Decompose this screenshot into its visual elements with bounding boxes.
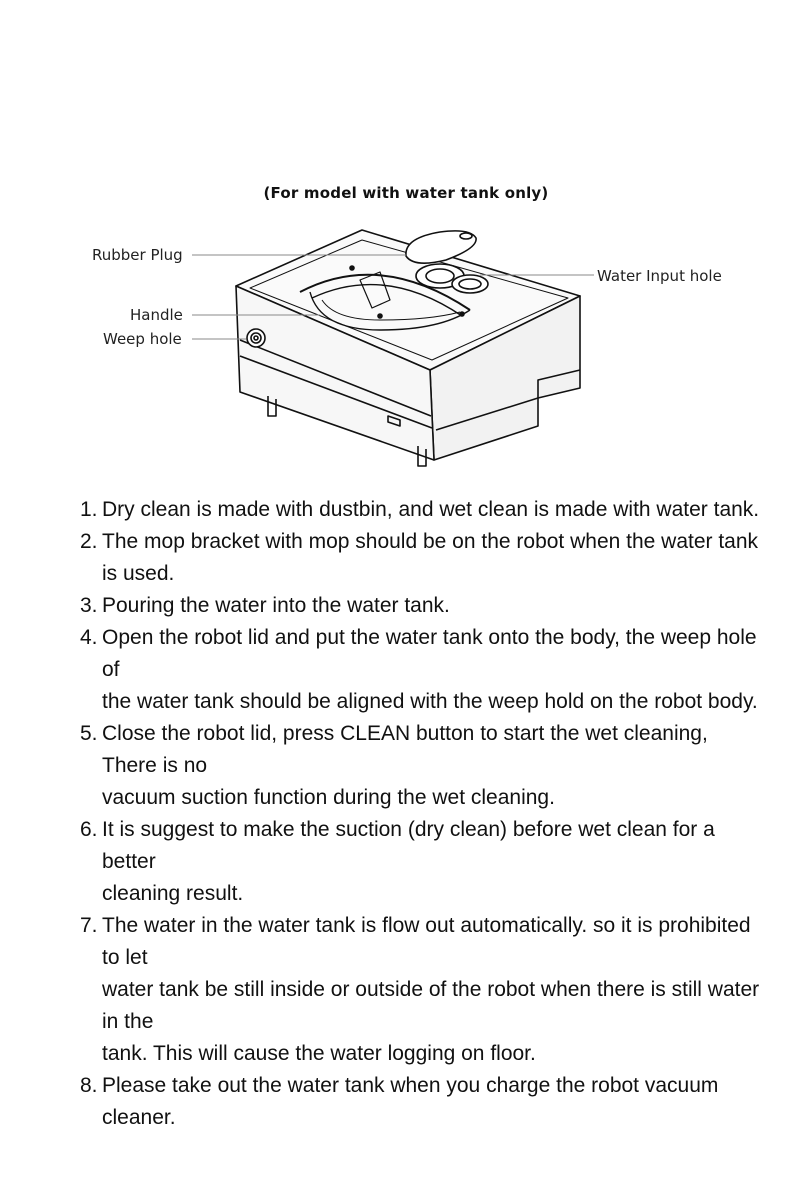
step-number: 4. bbox=[80, 626, 98, 649]
step-number: 7. bbox=[80, 914, 98, 937]
list-item bbox=[80, 1070, 760, 1134]
list-item bbox=[80, 494, 760, 526]
step-number: 1. bbox=[80, 498, 98, 521]
list-item bbox=[80, 590, 760, 622]
step-number: 3. bbox=[80, 594, 98, 617]
step-text: Open the robot lid and put the water tank onto the body, the weep hole of the water tank should be aligned with the weep hold on the robot body. bbox=[102, 626, 758, 713]
list-item bbox=[80, 622, 760, 718]
figure-caption: (For model with water tank only) bbox=[263, 184, 549, 202]
list-item bbox=[80, 526, 760, 590]
step-text: The water in the water tank is flow out automatically. so it is prohibited to let water tank be still inside or outside of the robot when there is still water in the tank. This will cause the water logging on floor. bbox=[102, 914, 760, 1065]
step-text: Dry clean is made with dustbin, and wet clean is made with water tank. bbox=[102, 498, 760, 521]
step-number: 6. bbox=[80, 818, 98, 841]
list-item bbox=[80, 718, 760, 814]
step-number: 8. bbox=[80, 1074, 98, 1097]
label-handle: Handle bbox=[130, 306, 183, 324]
label-weep-hole: Weep hole bbox=[103, 330, 182, 348]
list-item bbox=[80, 814, 760, 910]
step-text: The mop bracket with mop should be on the robot when the water tank is used. bbox=[102, 530, 759, 585]
step-text: It is suggest to make the suction (dry clean) before wet clean for a better cleaning result. bbox=[102, 818, 715, 905]
water-tank-diagram bbox=[0, 220, 812, 480]
list-item bbox=[80, 910, 760, 1070]
step-text: Please take out the water tank when you charge the robot vacuum cleaner. bbox=[102, 1074, 719, 1129]
instruction-list bbox=[80, 494, 760, 1134]
step-text: Pouring the water into the water tank. bbox=[102, 594, 450, 617]
step-text: Close the robot lid, press CLEAN button to start the wet cleaning, There is no vacuum suction function during the wet cleaning. bbox=[102, 722, 708, 809]
step-number: 5. bbox=[80, 722, 98, 745]
label-rubber-plug: Rubber Plug bbox=[92, 246, 183, 264]
step-number: 2. bbox=[80, 530, 98, 553]
label-water-input-hole: Water Input hole bbox=[597, 267, 722, 285]
